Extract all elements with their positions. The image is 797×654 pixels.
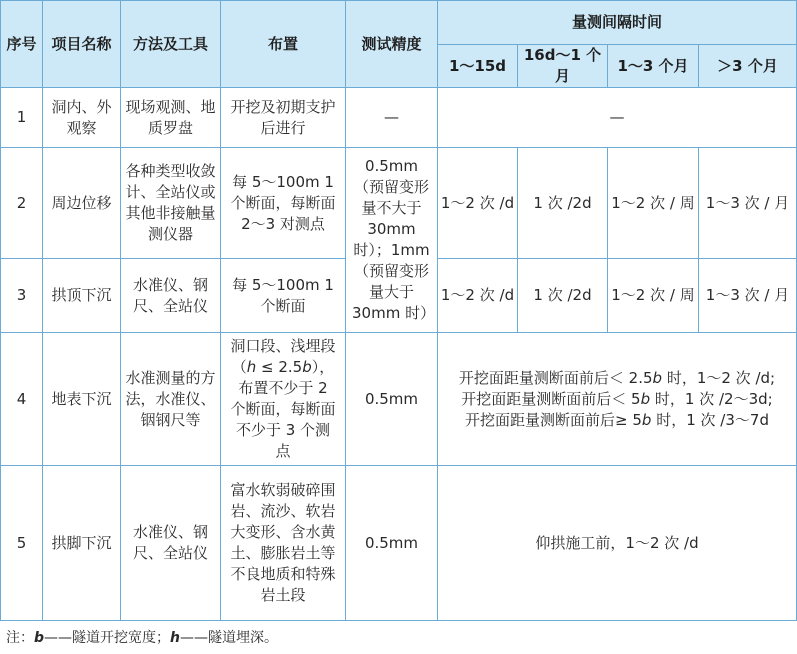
table-body [1, 88, 797, 621]
row-3-no: 3 [1, 259, 43, 333]
header-item: 项目名称 [43, 1, 121, 88]
row-5-item: 拱脚下沉 [43, 466, 121, 621]
row-5-accuracy: 0.5mm [346, 466, 438, 621]
row-2-interval-2: 1 次 /2d [518, 148, 608, 259]
row-1-layout: 开挖及初期支护后进行 [221, 88, 346, 148]
row-4-accuracy: 0.5mm [346, 333, 438, 466]
row-4-interval-line-3: 开挖面距量测断面前后≥ 5b 时，1 次 /3～7d [465, 410, 769, 429]
row-4-interval [438, 333, 797, 466]
row-2-layout: 每 5～100m 1 个断面，每断面 2～3 对测点 [221, 148, 346, 259]
header-interval: 量测间隔时间 [438, 1, 797, 45]
table-row-5 [1, 466, 797, 621]
row-3-interval-4: 1～3 次 / 月 [699, 259, 797, 333]
variable-symbol: b [640, 389, 651, 408]
table-row-1 [1, 88, 797, 148]
row-3-interval-3: 1～2 次 / 周 [608, 259, 699, 333]
row-4-interval-line-2: 开挖面距量测断面前后＜ 5b 时，1 次 /2～3d; [461, 389, 773, 408]
row-2-interval-1: 1～2 次 /d [438, 148, 518, 259]
table-row-4 [1, 333, 797, 466]
row-3-interval-2: 1 次 /2d [518, 259, 608, 333]
row-2-3-accuracy: 0.5mm（预留变形量不大于 30mm 时）；1mm（预留变形量大于 30mm 时） [346, 148, 438, 333]
row-5-method: 水准仪、钢尺、全站仪 [121, 466, 221, 621]
row-5-no: 5 [1, 466, 43, 621]
row-3-layout: 每 5～100m 1 个断面 [221, 259, 346, 333]
header-period-4: ＞3 个月 [699, 45, 797, 88]
row-4-item: 地表下沉 [43, 333, 121, 466]
row-1-accuracy: — [346, 88, 438, 148]
variable-symbol: h [170, 630, 180, 646]
variable-symbol: b [652, 368, 663, 387]
header-no: 序号 [1, 1, 43, 88]
row-4-interval-line-1: 开挖面距量测断面前后＜ 2.5b 时，1～2 次 /d; [458, 368, 776, 387]
variable-symbol: b [641, 410, 652, 429]
row-1-no: 1 [1, 88, 43, 148]
variable-symbol: b [302, 358, 312, 376]
row-4-no: 4 [1, 333, 43, 466]
row-3-method: 水准仪、钢尺、全站仪 [121, 259, 221, 333]
row-3-item: 拱顶下沉 [43, 259, 121, 333]
table-row-2 [1, 148, 797, 259]
row-2-item: 周边位移 [43, 148, 121, 259]
row-1-interval: — [438, 88, 797, 148]
row-2-method: 各种类型收敛计、全站仪或其他非接触量测仪器 [121, 148, 221, 259]
variable-symbol: h [246, 358, 257, 376]
header-row-1 [1, 1, 797, 45]
header-method: 方法及工具 [121, 1, 221, 88]
row-2-interval-3: 1～2 次 / 周 [608, 148, 699, 259]
header-layout: 布置 [221, 1, 346, 88]
row-5-layout: 富水软弱破碎围岩、流沙、软岩大变形、含水黄土、膨胀岩土等不良地质和特殊岩土段 [221, 466, 346, 621]
row-1-item: 洞内、外观察 [43, 88, 121, 148]
header-accuracy: 测试精度 [346, 1, 438, 88]
header-period-3: 1～3 个月 [608, 45, 699, 88]
row-3-interval-1: 1～2 次 /d [438, 259, 518, 333]
row-4-method: 水准测量的方法，水准仪、铟钢尺等 [121, 333, 221, 466]
row-5-interval: 仰拱施工前，1～2 次 /d [438, 466, 797, 621]
table-header [1, 1, 797, 88]
row-2-interval-4: 1～3 次 / 月 [699, 148, 797, 259]
header-period-2: 16d～1 个月 [518, 45, 608, 88]
table-footnote: 注：b——隧道开挖宽度；h——隧道埋深。 [6, 630, 278, 646]
row-2-no: 2 [1, 148, 43, 259]
row-4-layout: 洞口段、浅埋段（h ≤ 2.5b），布置不少于 2 个断面，每断面不少于 3 个测点 [221, 333, 346, 466]
variable-symbol: b [34, 630, 45, 646]
row-1-method: 现场观测、地质罗盘 [121, 88, 221, 148]
header-period-1: 1～15d [438, 45, 518, 88]
